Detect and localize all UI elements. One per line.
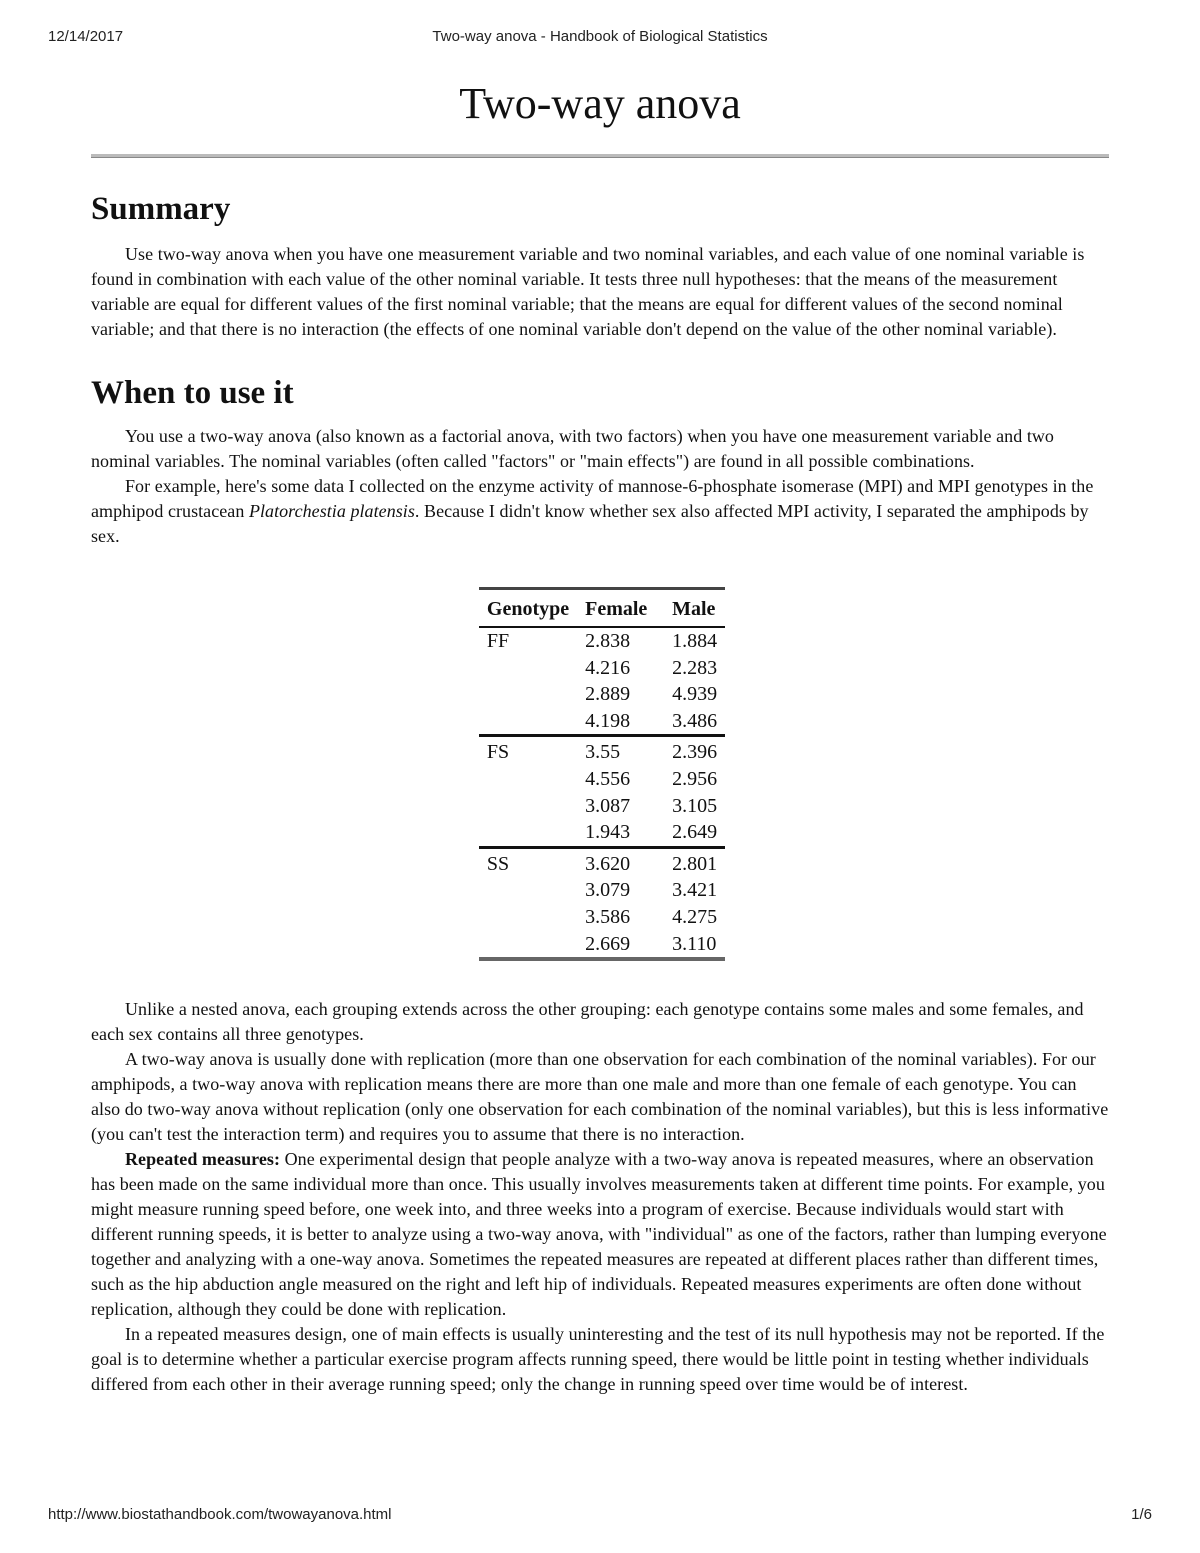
document-body — [91, 76, 1109, 1397]
male-cell: 4.939 — [672, 683, 718, 706]
when-p2-text-b: . Because I didn't know whether sex also affected MPI activity, I separated the amphipods by sex. — [91, 501, 1089, 546]
male-cell: 3.105 — [672, 794, 718, 817]
page-number: 1/6 — [1131, 1506, 1152, 1523]
female-cell: 2.889 — [585, 683, 631, 706]
genotype-cell: FS — [479, 736, 577, 766]
page-title: Two-way anova — [459, 79, 741, 128]
nested-comparison-paragraph: Unlike a nested anova, each grouping extends across the other grouping: each genotype contains some males and some females, and each sex contains all three genotypes. — [91, 999, 1084, 1045]
when-paragraph-2 — [91, 474, 1109, 549]
male-cell: 3.486 — [672, 709, 718, 732]
repeated-measures-text: One experimental design that people analyze with a two-way anova is repeated measures, where an observation has been made on the same individual more than once. This usually involves measurements taken at different time points. For example, you might measure running speed before, one week into, and three weeks into a program of exercise. Because individuals would start with different running speeds, it is better to analyze using a two-way anova, with "individual" as one of the factors, rather than lumping everyone together and analyzing with a one-way anova. Sometimes the repeated measures are repeated at different places rather than different times, such as the hip abduction angle measured on the right and left hip of individuals. Repeated measures experiments are often done without replication, although they could be done with replication. — [91, 1149, 1107, 1320]
title-divider — [91, 154, 1109, 158]
table-row — [479, 877, 725, 904]
mpi-data-table — [479, 587, 725, 961]
male-cell: 2.649 — [672, 821, 718, 844]
table-row — [479, 627, 725, 655]
table-row — [479, 708, 725, 736]
female-cell: 4.216 — [585, 656, 631, 679]
table-row — [479, 766, 725, 793]
table-row — [479, 904, 725, 931]
table-row — [479, 847, 725, 877]
female-cell: 4.556 — [585, 767, 631, 790]
female-cell: 1.943 — [585, 821, 631, 844]
female-cell: 3.079 — [585, 879, 631, 902]
summary-heading: Summary — [91, 191, 231, 227]
when-p2-text-a: For example, here's some data I collected on the enzyme activity of mannose-6-phosphate isomerase (MPI) and MPI genotypes in the amphipod crustacean — [91, 476, 1094, 521]
female-cell: 2.669 — [585, 932, 631, 955]
male-cell: 2.283 — [672, 656, 718, 679]
male-cell: 3.421 — [672, 879, 718, 902]
species-name: Platorchestia platensis — [248, 501, 415, 521]
table-header-row — [479, 589, 725, 628]
table-row — [479, 819, 725, 847]
print-page-title: Two-way anova - Handbook of Biological Statistics — [432, 28, 768, 45]
source-url: http://www.biostathandbook.com/twowayanova.html — [48, 1506, 392, 1523]
genotype-cell: FF — [486, 630, 510, 652]
summary-paragraph: Use two-way anova when you have one measurement variable and two nominal variables, and each value of one nominal variable is found in combination with each value of the other nominal variable. It tests three null hypotheses: that the means of the measurement variable are equal for different values of the first nominal variable; that the means are equal for different values of the second nominal variable; and that there is no interaction (the effects of one nominal variable don't depend on the value of the other nominal variable). — [91, 244, 1085, 339]
repeated-measures-label: Repeated measures: — [125, 1149, 281, 1170]
main-effects-paragraph: In a repeated measures design, one of main effects is usually uninteresting and the test of its null hypothesis may not be reported. If the goal is to determine whether a particular exercise program affects running speed, there would be little point in testing whether individuals differed from each other in their average running speed; only the change in running speed over time would be of interest. — [91, 1324, 1105, 1395]
table-row — [479, 736, 725, 766]
male-cell: 2.956 — [672, 767, 718, 790]
print-header — [48, 28, 1152, 50]
print-date: 12/14/2017 — [48, 28, 124, 45]
female-cell: 3.586 — [585, 905, 631, 928]
female-cell: 2.838 — [585, 630, 631, 652]
table-row — [479, 931, 725, 960]
table-row — [479, 681, 725, 708]
genotype-cell: SS — [479, 847, 577, 877]
male-cell: 1.884 — [672, 630, 718, 652]
table-row — [479, 655, 725, 682]
female-cell: 3.087 — [585, 794, 631, 817]
female-cell: 3.55 — [577, 736, 664, 766]
header-male: Male — [664, 589, 725, 628]
male-cell: 3.110 — [672, 932, 717, 955]
header-female: Female — [577, 589, 664, 628]
repeated-measures-paragraph — [91, 1147, 1109, 1322]
when-paragraph-1: You use a two-way anova (also known as a factorial anova, with two factors) when you have one measurement variable and two nominal variables. The nominal variables (often called "factors" or "main effects") are found in all possible combinations. — [91, 426, 1054, 471]
male-cell: 4.275 — [672, 905, 718, 928]
table-wrapper — [91, 587, 1109, 961]
table-row — [479, 793, 725, 820]
male-cell: 2.396 — [664, 736, 725, 766]
female-cell: 3.620 — [577, 847, 664, 877]
female-cell: 4.198 — [585, 709, 631, 732]
header-genotype: Genotype — [479, 589, 577, 628]
replication-paragraph: A two-way anova is usually done with replication (more than one observation for each combination of the nominal variables). For our amphipods, a two-way anova with replication means there are more than one male and more than one female of each genotype. You can also do two-way anova without replication (only one observation for each combination of the nominal variables), but this is less informative (you can't test the interaction term) and requires you to assume that there is no interaction. — [91, 1049, 1109, 1145]
male-cell: 2.801 — [664, 847, 725, 877]
when-to-use-heading: When to use it — [91, 375, 294, 411]
